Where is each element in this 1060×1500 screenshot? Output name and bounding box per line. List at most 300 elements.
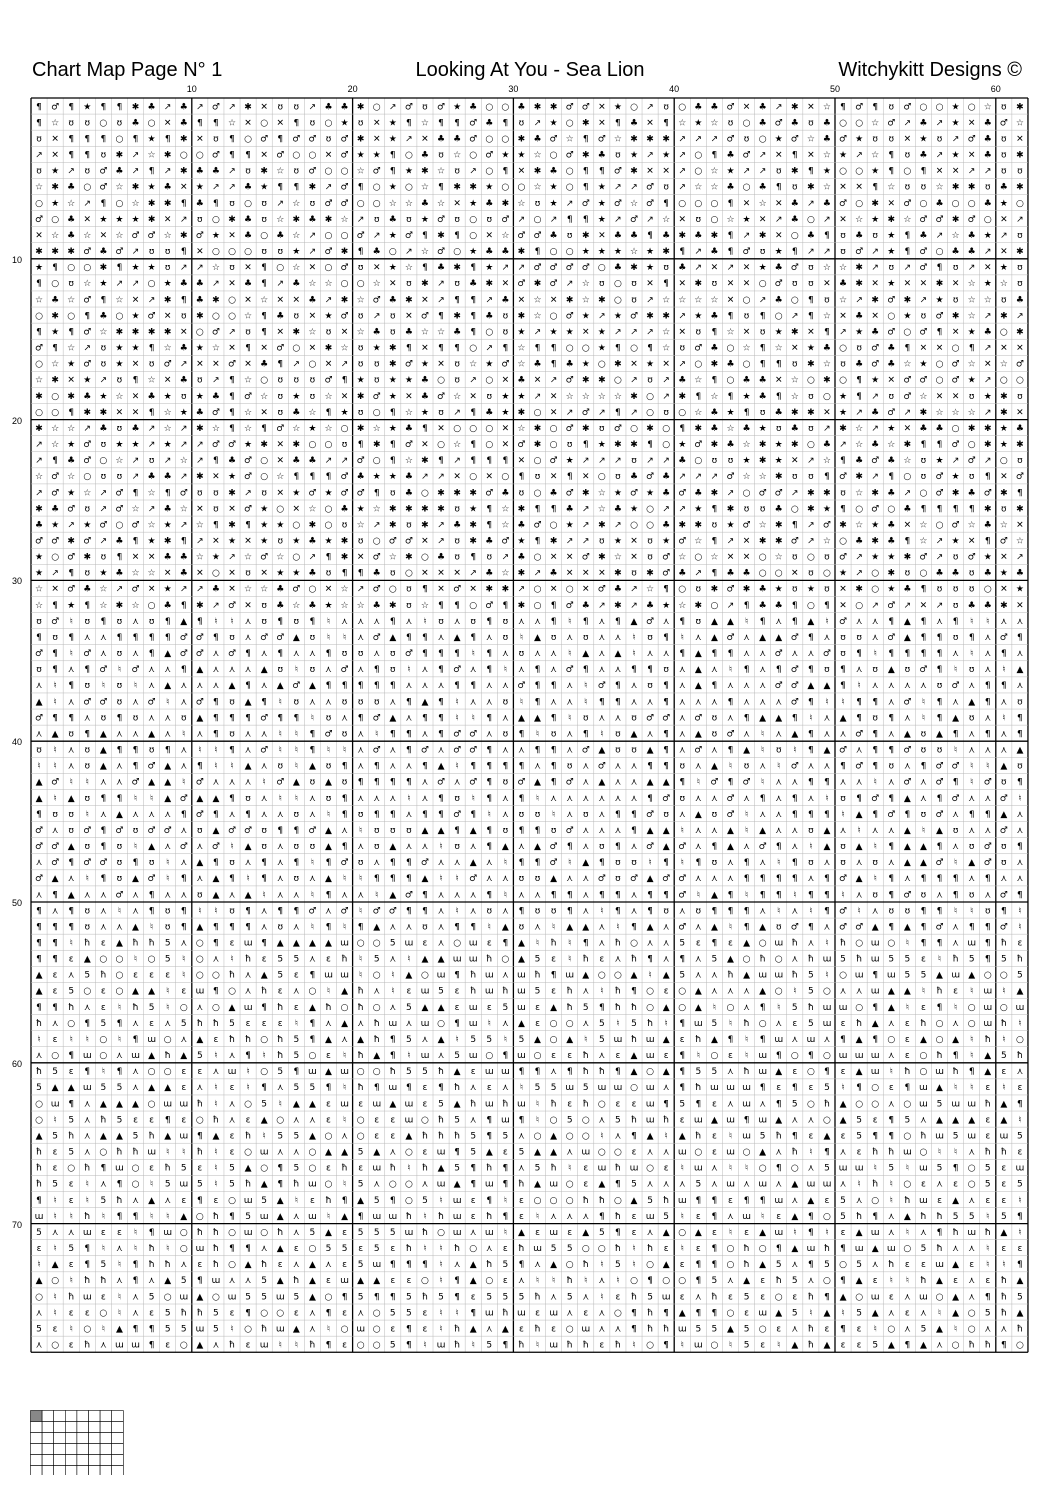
stitch-symbol: ɯ [517, 1308, 526, 1318]
stitch-symbol: ʊ [937, 681, 943, 691]
stitch-symbol: ⋏ [132, 697, 139, 707]
stitch-symbol: ⋏ [534, 762, 541, 772]
stitch-symbol: ♂ [871, 504, 879, 514]
stitch-symbol: ¶ [728, 778, 734, 788]
stitch-symbol: ♂ [1000, 890, 1008, 900]
stitch-symbol: ¶ [760, 874, 766, 884]
stitch-symbol: ¶ [213, 633, 219, 643]
stitch-symbol: ♣ [919, 151, 927, 161]
stitch-symbol: ¶ [888, 617, 894, 627]
stitch-symbol: ⋏ [920, 681, 927, 691]
stitch-symbol: ▲ [1016, 1276, 1023, 1286]
stitch-symbol: ⋏ [357, 1308, 364, 1318]
stitch-symbol: ♮ [295, 1341, 298, 1351]
stitch-symbol: ⋏ [486, 681, 493, 691]
stitch-symbol: ♮ [423, 617, 426, 627]
stitch-symbol: ✕ [646, 279, 654, 289]
stitch-symbol: ⋏ [100, 778, 107, 788]
stitch-symbol: ʊ [294, 617, 300, 627]
stitch-symbol: ¶ [470, 922, 476, 932]
stitch-symbol: ħ [197, 1019, 203, 1029]
stitch-symbol: ♮ [922, 826, 925, 836]
stitch-symbol: ✱ [389, 520, 397, 530]
stitch-symbol: ▲ [518, 939, 525, 949]
stitch-symbol: ⋏ [615, 826, 622, 836]
stitch-symbol: ↗ [437, 279, 445, 289]
stitch-symbol: ♮ [166, 1148, 169, 1158]
stitch-symbol: ɯ [646, 1035, 655, 1045]
stitch-symbol: ♂ [952, 376, 960, 386]
stitch-symbol: ☆ [517, 199, 525, 209]
stitch-symbol: ¶ [824, 472, 830, 482]
stitch-symbol: ★ [389, 118, 397, 128]
stitch-symbol: ♂ [324, 247, 332, 257]
stitch-symbol: ʊ [358, 408, 364, 418]
stitch-symbol: ○ [308, 987, 316, 997]
stitch-symbol: ✱ [116, 601, 124, 611]
stitch-symbol: ○ [83, 263, 91, 273]
stitch-symbol: ¶ [872, 810, 878, 820]
stitch-symbol: ☆ [710, 295, 718, 305]
stitch-symbol: ħ [116, 1196, 122, 1206]
stitch-symbol: ♮ [488, 810, 491, 820]
stitch-symbol: ♣ [984, 569, 992, 579]
stitch-symbol: ɯ [967, 1131, 976, 1141]
stitch-symbol: ○ [437, 1019, 445, 1029]
stitch-symbol: ⋏ [132, 890, 139, 900]
stitch-symbol: ħ [1017, 1051, 1023, 1061]
stitch-symbol: ♂ [517, 681, 525, 691]
stitch-symbol: ⋏ [936, 1180, 943, 1190]
stitch-symbol: ♮ [343, 874, 346, 884]
stitch-symbol: ♣ [180, 553, 188, 563]
stitch-symbol: ⋏ [984, 794, 991, 804]
stitch-symbol: ¶ [406, 1260, 412, 1270]
stitch-symbol: ⋏ [904, 1324, 911, 1334]
stitch-symbol: ʊ [438, 408, 444, 418]
stitch-symbol: ⋏ [341, 826, 348, 836]
stitch-symbol: ¶ [52, 922, 58, 932]
stitch-symbol: ɯ [694, 1341, 703, 1351]
stitch-symbol: ♣ [630, 231, 638, 241]
stitch-symbol: ʊ [310, 376, 316, 386]
stitch-symbol: ✕ [678, 327, 686, 337]
stitch-symbol: ✕ [244, 360, 252, 370]
stitch-symbol: ♮ [86, 1180, 89, 1190]
stitch-symbol: 5 [68, 1148, 74, 1158]
stitch-symbol: ♂ [566, 311, 574, 321]
stitch-symbol: ¶ [953, 1164, 959, 1174]
stitch-symbol: ♮ [809, 1148, 812, 1158]
stitch-symbol: ☆ [196, 520, 204, 530]
stitch-symbol: ɛ [230, 1308, 235, 1318]
stitch-symbol: ○ [743, 118, 751, 128]
stitch-symbol: ✱ [646, 311, 654, 321]
stitch-symbol: ✕ [196, 569, 204, 579]
stitch-symbol: ♮ [166, 858, 169, 868]
stitch-symbol: ✕ [437, 360, 445, 370]
stitch-symbol: ¶ [52, 1003, 58, 1013]
stitch-symbol: ¶ [535, 746, 541, 756]
stitch-symbol: ♮ [536, 1099, 539, 1109]
stitch-symbol: ○ [823, 1212, 831, 1222]
stitch-symbol: ✱ [260, 167, 268, 177]
stitch-symbol: ʊ [1017, 263, 1023, 273]
stitch-symbol: ¶ [792, 1083, 798, 1093]
stitch-symbol: ▲ [904, 842, 911, 852]
stitch-symbol: ⋏ [100, 906, 107, 916]
stitch-symbol: ♮ [600, 1131, 603, 1141]
stitch-symbol: ⋏ [631, 794, 638, 804]
stitch-symbol: ⋏ [743, 697, 750, 707]
stitch-symbol: ♂ [726, 472, 734, 482]
stitch-symbol: ɛ [1017, 1148, 1022, 1158]
stitch-symbol: ¶ [293, 472, 299, 482]
stitch-symbol: ✕ [276, 327, 284, 337]
stitch-symbol: ʊ [181, 311, 187, 321]
stitch-symbol: ↗ [132, 151, 140, 161]
stitch-symbol: ¶ [840, 762, 846, 772]
stitch-symbol: ɯ [485, 987, 494, 997]
stitch-symbol: ♮ [214, 746, 217, 756]
stitch-symbol: ★ [421, 360, 429, 370]
stitch-symbol: ♣ [775, 504, 783, 514]
stitch-symbol: ʊ [261, 488, 267, 498]
stitch-symbol: ⋏ [1017, 617, 1024, 627]
stitch-symbol: ⋏ [245, 1276, 252, 1286]
stitch-symbol: ↗ [486, 344, 494, 354]
stitch-symbol: ⋏ [36, 681, 43, 691]
stitch-symbol: ▲ [100, 729, 107, 739]
stitch-symbol: ♣ [437, 553, 445, 563]
stitch-symbol: ⋏ [502, 794, 509, 804]
stitch-symbol: ⋏ [743, 649, 750, 659]
stitch-symbol: ♮ [134, 842, 137, 852]
stitch-symbol: ɛ [503, 1148, 508, 1158]
stitch-symbol: ¶ [663, 681, 669, 691]
stitch-symbol: ♂ [373, 295, 381, 305]
stitch-symbol: ○ [99, 1148, 107, 1158]
stitch-symbol: ɛ [406, 987, 411, 997]
stitch-symbol: ♂ [839, 922, 847, 932]
stitch-symbol: ¶ [181, 922, 187, 932]
stitch-symbol: ☆ [67, 295, 75, 305]
stitch-symbol: ✕ [888, 376, 896, 386]
stitch-symbol: ✱ [453, 263, 461, 273]
stitch-symbol: ɯ [581, 1324, 590, 1334]
stitch-symbol: ʊ [213, 488, 219, 498]
stitch-symbol: ħ [213, 1228, 219, 1238]
stitch-symbol: ♮ [70, 1212, 73, 1222]
stitch-symbol: ★ [952, 118, 960, 128]
stitch-symbol: ɯ [115, 1341, 124, 1351]
stitch-symbol: ¶ [52, 456, 58, 466]
stitch-symbol: ♮ [359, 971, 362, 981]
stitch-symbol: ɛ [825, 1324, 830, 1334]
stitch-symbol: ⋏ [952, 649, 959, 659]
stitch-symbol: ħ [985, 1341, 991, 1351]
stitch-symbol: ɯ [260, 1341, 269, 1351]
stitch-symbol: ħ [615, 1341, 621, 1351]
stitch-symbol: ♂ [823, 649, 831, 659]
stitch-symbol: ¶ [535, 537, 541, 547]
stitch-symbol: ♂ [903, 697, 911, 707]
stitch-symbol: ↗ [855, 295, 863, 305]
stitch-symbol: ♣ [887, 520, 895, 530]
stitch-symbol: ɯ [517, 1003, 526, 1013]
stitch-symbol: ♂ [630, 488, 638, 498]
stitch-symbol: ○ [35, 408, 43, 418]
stitch-symbol: ʊ [358, 858, 364, 868]
stitch-symbol: ⋏ [373, 1180, 380, 1190]
stitch-symbol: ♮ [54, 681, 57, 691]
stitch-symbol: ✱ [51, 247, 59, 257]
stitch-symbol: ⋏ [68, 697, 75, 707]
stitch-symbol: ʊ [535, 874, 541, 884]
stitch-symbol: ↗ [309, 247, 317, 257]
stitch-symbol: ♮ [86, 778, 89, 788]
stitch-symbol: ✕ [421, 537, 429, 547]
stitch-symbol: ⋏ [309, 1308, 316, 1318]
stitch-symbol: 5 [712, 1019, 718, 1029]
stitch-symbol: ▲ [840, 1115, 847, 1125]
stitch-symbol: ¶ [454, 1148, 460, 1158]
stitch-symbol: ○ [903, 1180, 911, 1190]
stitch-symbol: ⋏ [566, 1308, 573, 1318]
stitch-symbol: ☆ [244, 585, 252, 595]
stitch-symbol: ⋏ [293, 1148, 300, 1158]
stitch-symbol: ▲ [823, 826, 830, 836]
stitch-symbol: ↗ [807, 456, 815, 466]
stitch-symbol: ○ [116, 520, 124, 530]
stitch-symbol: ¶ [599, 858, 605, 868]
stitch-symbol: ✕ [743, 537, 751, 547]
stitch-symbol: ♂ [662, 794, 670, 804]
stitch-symbol: ♂ [35, 713, 43, 723]
stitch-symbol: ▲ [534, 713, 541, 723]
stitch-symbol: ○ [646, 987, 654, 997]
stitch-symbol: ▲ [325, 1228, 332, 1238]
stitch-symbol: 5 [888, 955, 894, 965]
stitch-symbol: ★ [743, 456, 751, 466]
stitch-symbol: ♮ [1002, 1260, 1005, 1270]
stitch-symbol: ☆ [710, 553, 718, 563]
stitch-symbol: ¶ [390, 874, 396, 884]
stitch-symbol: ★ [984, 279, 992, 289]
stitch-symbol: ʊ [808, 424, 814, 434]
stitch-symbol: ♣ [212, 585, 220, 595]
stitch-symbol: ☆ [292, 231, 300, 241]
stitch-symbol: ▲ [132, 874, 139, 884]
stitch-symbol: ☆ [533, 151, 541, 161]
stitch-symbol: ☆ [421, 601, 429, 611]
stitch-symbol: 5 [695, 1067, 701, 1077]
stitch-symbol: ♣ [871, 440, 879, 450]
stitch-symbol: ⋏ [968, 681, 975, 691]
stitch-symbol: ★ [260, 537, 268, 547]
column-tick-label: 40 [669, 84, 679, 94]
stitch-symbol: ☆ [759, 199, 767, 209]
stitch-symbol: ♂ [566, 826, 574, 836]
stitch-symbol: ¶ [888, 842, 894, 852]
stitch-symbol: ħ [341, 1164, 347, 1174]
stitch-symbol: ♮ [311, 713, 314, 723]
stitch-symbol: ▲ [711, 633, 718, 643]
stitch-symbol: ✱ [357, 392, 365, 402]
stitch-symbol: ★ [131, 311, 139, 321]
stitch-symbol: ʊ [390, 649, 396, 659]
stitch-symbol: ¶ [117, 746, 123, 756]
stitch-symbol: ¶ [872, 697, 878, 707]
stitch-symbol: ɛ [889, 1292, 894, 1302]
stitch-symbol: ↗ [550, 376, 558, 386]
stitch-symbol: ☆ [292, 424, 300, 434]
stitch-symbol: ♂ [566, 263, 574, 273]
stitch-symbol: ★ [855, 135, 863, 145]
stitch-symbol: ħ [245, 1131, 251, 1141]
stitch-symbol: ¶ [502, 1180, 508, 1190]
stitch-symbol: ɛ [583, 1164, 588, 1174]
stitch-symbol: ★ [630, 151, 638, 161]
stitch-symbol: 5 [840, 955, 846, 965]
stitch-symbol: ○ [405, 1180, 413, 1190]
stitch-symbol: ☆ [726, 424, 734, 434]
stitch-symbol: ✱ [534, 440, 542, 450]
stitch-symbol: ⋏ [341, 1131, 348, 1141]
stitch-symbol: ▲ [116, 1324, 123, 1334]
stitch-symbol: ¶ [695, 1260, 701, 1270]
stitch-symbol: ♣ [775, 263, 783, 273]
stitch-symbol: ✱ [1016, 504, 1024, 514]
stitch-symbol: ☆ [1000, 520, 1008, 530]
stitch-symbol: ○ [936, 360, 944, 370]
stitch-symbol: ☆ [855, 424, 863, 434]
stitch-symbol: ¶ [583, 729, 589, 739]
stitch-symbol: ¶ [245, 520, 251, 530]
stitch-symbol: ⋏ [824, 729, 831, 739]
stitch-symbol: ♮ [343, 746, 346, 756]
stitch-symbol: ○ [83, 472, 91, 482]
stitch-symbol: ⋏ [518, 746, 525, 756]
stitch-symbol: ✕ [228, 344, 236, 354]
stitch-symbol: ⋏ [647, 1180, 654, 1190]
stitch-symbol: ¶ [229, 135, 235, 145]
stitch-symbol: ♂ [919, 376, 927, 386]
stitch-symbol: ¶ [615, 408, 621, 418]
stitch-symbol: ↗ [952, 456, 960, 466]
stitch-symbol: ♮ [86, 1196, 89, 1206]
stitch-symbol: ɯ [51, 1099, 60, 1109]
stitch-symbol: ɛ [69, 1341, 74, 1351]
stitch-symbol: ▲ [695, 1003, 702, 1013]
stitch-symbol: ○ [614, 279, 622, 289]
stitch-symbol: ¶ [52, 665, 58, 675]
stitch-symbol: ○ [469, 472, 477, 482]
stitch-symbol: ¶ [502, 762, 508, 772]
stitch-symbol: ʊ [792, 279, 798, 289]
stitch-symbol: ʊ [486, 906, 492, 916]
stitch-symbol: ¶ [888, 472, 894, 482]
stitch-symbol: ¶ [921, 440, 927, 450]
stitch-symbol: 5 [647, 1292, 653, 1302]
stitch-symbol: ʊ [953, 553, 959, 563]
stitch-symbol: 5 [454, 1164, 460, 1174]
stitch-symbol: ♂ [903, 778, 911, 788]
stitch-symbol: ♂ [871, 794, 879, 804]
stitch-symbol: ɛ [744, 1228, 749, 1238]
stitch-symbol: ɛ [873, 1115, 878, 1125]
stitch-symbol: ☆ [630, 199, 638, 209]
stitch-symbol: ✕ [984, 360, 992, 370]
stitch-symbol: ★ [99, 392, 107, 402]
stitch-symbol: ↗ [904, 601, 912, 611]
stitch-symbol: ¶ [695, 858, 701, 868]
stitch-symbol: ✱ [678, 392, 686, 402]
stitch-symbol: ¶ [52, 939, 58, 949]
stitch-symbol: ⋏ [36, 1341, 43, 1351]
stitch-symbol: ✱ [839, 424, 847, 434]
stitch-symbol: ○ [1000, 327, 1008, 337]
stitch-symbol: ⋏ [470, 906, 477, 916]
stitch-symbol: ▲ [325, 826, 332, 836]
stitch-symbol: ✕ [293, 295, 301, 305]
stitch-symbol: ¶ [679, 955, 685, 965]
stitch-symbol: ☆ [437, 199, 445, 209]
stitch-symbol: 5 [792, 1308, 798, 1318]
stitch-symbol: ↗ [936, 601, 944, 611]
stitch-symbol: ⋏ [711, 665, 718, 675]
stitch-symbol: ↗ [727, 263, 735, 273]
stitch-symbol: ⋏ [229, 665, 236, 675]
stitch-symbol: ɛ [1017, 1244, 1022, 1254]
stitch-symbol: ★ [389, 376, 397, 386]
stitch-symbol: ¶ [438, 118, 444, 128]
stitch-symbol: ▲ [438, 1003, 445, 1013]
stitch-symbol: ʊ [905, 906, 911, 916]
stitch-symbol: ⋏ [180, 697, 187, 707]
stitch-symbol: ♣ [67, 215, 75, 225]
stitch-symbol: ▲ [309, 939, 316, 949]
stitch-symbol: ⋏ [132, 1067, 139, 1077]
stitch-symbol: ¶ [84, 1244, 90, 1254]
stitch-symbol: ⋏ [856, 987, 863, 997]
stitch-symbol: ▲ [116, 1131, 123, 1141]
stitch-symbol: 5 [68, 1115, 74, 1125]
stitch-symbol: ✱ [373, 440, 381, 450]
stitch-symbol: ✱ [904, 440, 912, 450]
stitch-symbol: ✕ [148, 585, 156, 595]
stitch-symbol: ○ [662, 424, 670, 434]
stitch-symbol: ⋏ [245, 778, 252, 788]
stitch-symbol: ʊ [744, 135, 750, 145]
stitch-symbol: ¶ [213, 922, 219, 932]
stitch-symbol: ¶ [840, 1276, 846, 1286]
stitch-symbol: ħ [132, 1003, 138, 1013]
stitch-symbol: ○ [759, 553, 767, 563]
stitch-symbol: ♂ [357, 456, 365, 466]
row-tick-label: 50 [12, 898, 22, 908]
stitch-symbol: ¶ [454, 1019, 460, 1029]
stitch-symbol: ♣ [421, 376, 429, 386]
stitch-symbol: ⋏ [727, 1212, 734, 1222]
stitch-symbol: ↗ [678, 472, 686, 482]
stitch-symbol: ↗ [598, 456, 606, 466]
stitch-symbol: ✱ [711, 440, 719, 450]
stitch-symbol: ♣ [196, 199, 204, 209]
stitch-symbol: ▲ [68, 794, 75, 804]
stitch-symbol: ⋏ [711, 746, 718, 756]
stitch-symbol: ⋏ [824, 713, 831, 723]
